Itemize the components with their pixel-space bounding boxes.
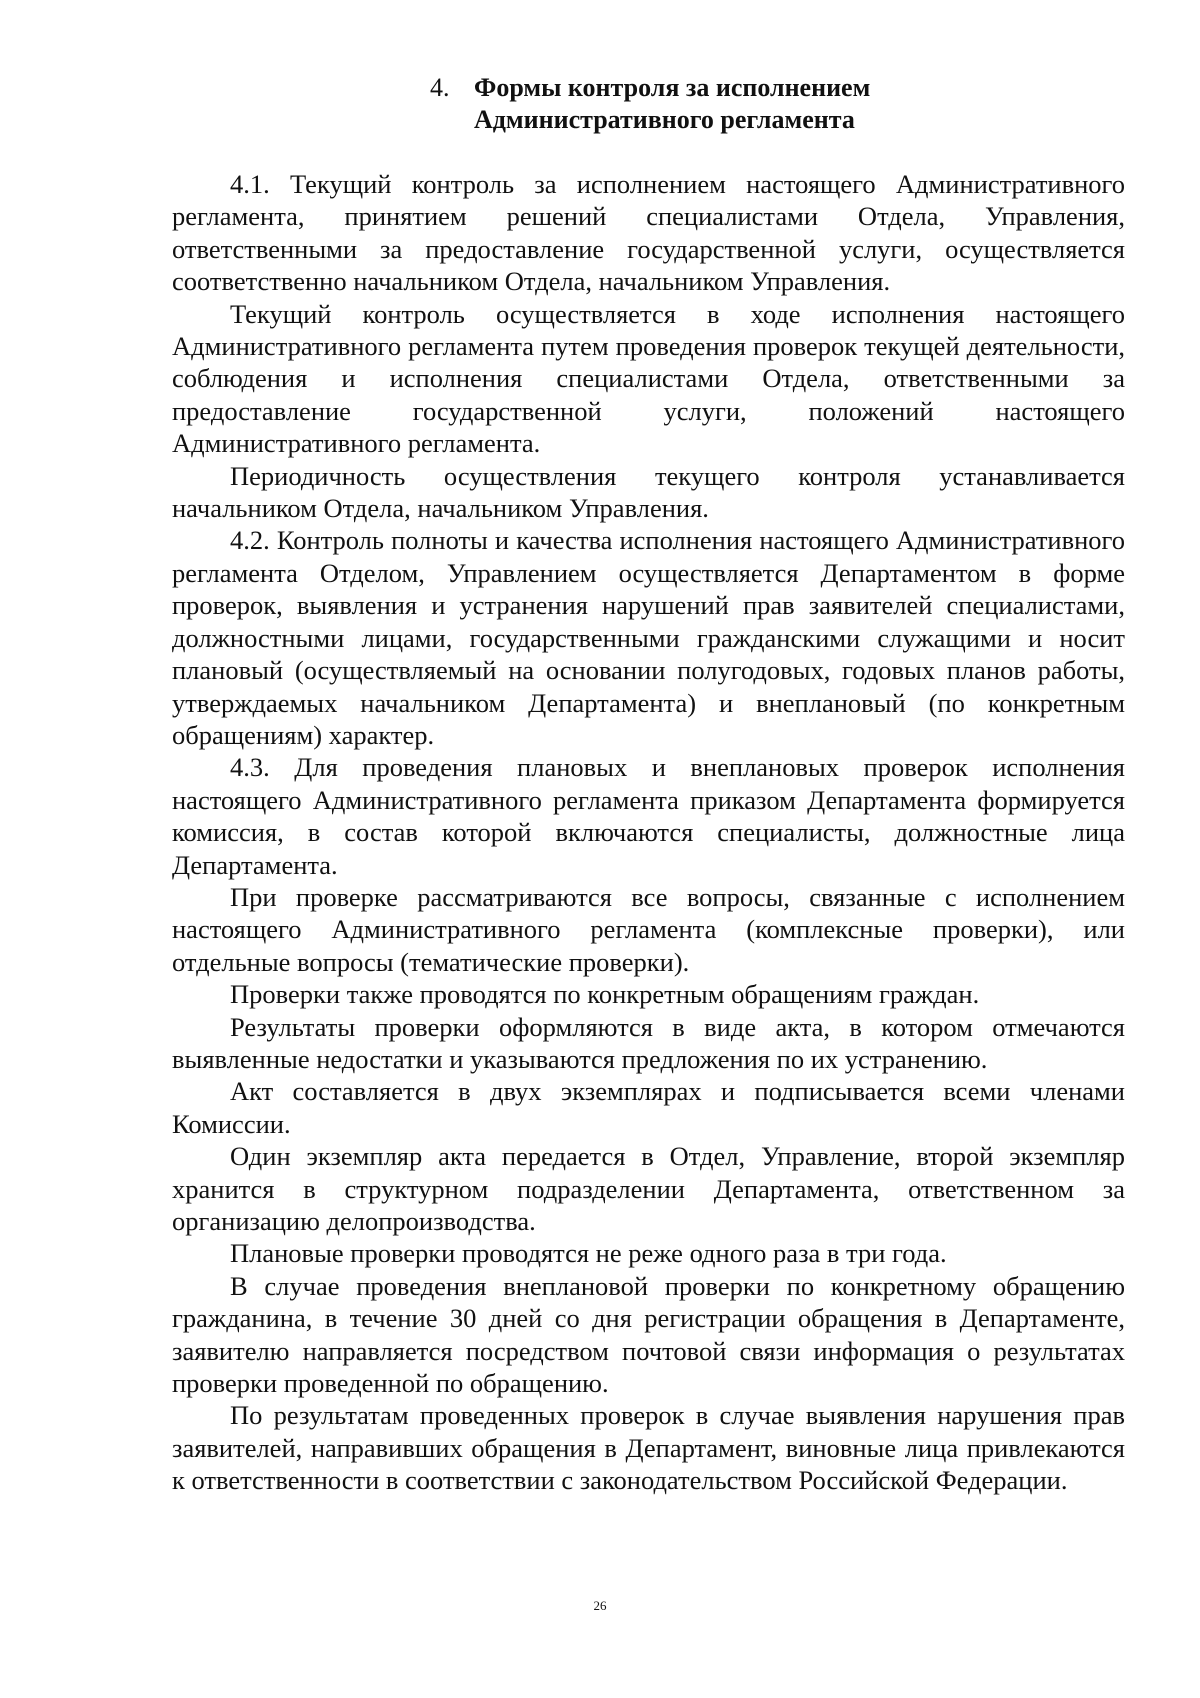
section-title-line2: Административного регламента [474,105,855,134]
paragraph: В случае проведения внеплановой проверки по конкретному обращению гражданина, в течение 30 дней со дня регистрации обращения в Департаменте, заявителю направляется посредством почтовой связи информация о результатах проверки проведенной по обращению. [172,1270,1125,1399]
section-body [172,168,1125,1497]
paragraph: Текущий контроль осуществляется в ходе исполнения настоящего Административного регламента путем проведения проверок текущей деятельности, соблюдения и исполнения специалистами Отдела, ответственными за предоставление государственной услуги, положений настоящего Административного регламента. [172,298,1125,459]
paragraph: Один экземпляр акта передается в Отдел, Управление, второй экземпляр хранится в структурном подразделении Департамента, ответственном за организацию делопроизводства. [172,1141,1125,1236]
paragraph: Плановые проверки проводятся не реже одного раза в три года. [230,1238,947,1269]
paragraph: Акт составляется в двух экземплярах и подписывается всеми членами Комиссии. [172,1076,1125,1139]
section-heading [430,72,990,136]
paragraph-4-3: 4.3. Для проведения плановых и внеплановых проверок исполнения настоящего Административного регламента приказом Департамента формируется комиссия, в состав которой включаются специалисты, должностные лица Департамента. [172,752,1125,880]
paragraph: По результатам проведенных проверок в случае выявления нарушения прав заявителей, направивших обращения в Департамент, виновные лица привлекаются к ответственности в соответствии с законодательством Российской Федерации. [172,1400,1125,1496]
paragraph: Периодичность осуществления текущего контроля устанавливается начальником Отдела, начальником Управления. [172,460,1125,524]
paragraph-4-2: 4.2. Контроль полноты и качества исполнения настоящего Административного регламента Отделом, Управлением осуществляется Департаментом в форме проверок, выявления и устранения нарушений прав заявителей специалистами, должностными лицами, государственными гражданскими служащими и носит плановый (осуществляемый на основании полугодовых, годовых планов работы, утверждаемых начальником Департамента) и внеплановый (по конкретным обращениям) характер. [172,525,1125,750]
section-heading-line1 [430,72,990,104]
paragraph: При проверке рассматриваются все вопросы, связанные с исполнением настоящего Административного регламента (комплексные проверки), или отдельные вопросы (тематические проверки). [172,881,1125,977]
paragraph: Результаты проверки оформляются в виде акта, в котором отмечаются выявленные недостатки и указываются предложения по их устранению. [172,1011,1125,1074]
section-number: 4. [430,73,450,102]
section-title-line1: Формы контроля за исполнением [474,73,871,102]
paragraph: Проверки также проводятся по конкретным обращениям граждан. [230,979,980,1010]
paragraph-4-1: 4.1. Текущий контроль за исполнением настоящего Административного регламента, принятием решений специалистами Отдела, Управления, ответственными за предоставление государственной услуги, осуществляется соответственно начальником Отдела, начальником Управления. [172,169,1125,297]
page-number: 26 [593,1598,607,1613]
